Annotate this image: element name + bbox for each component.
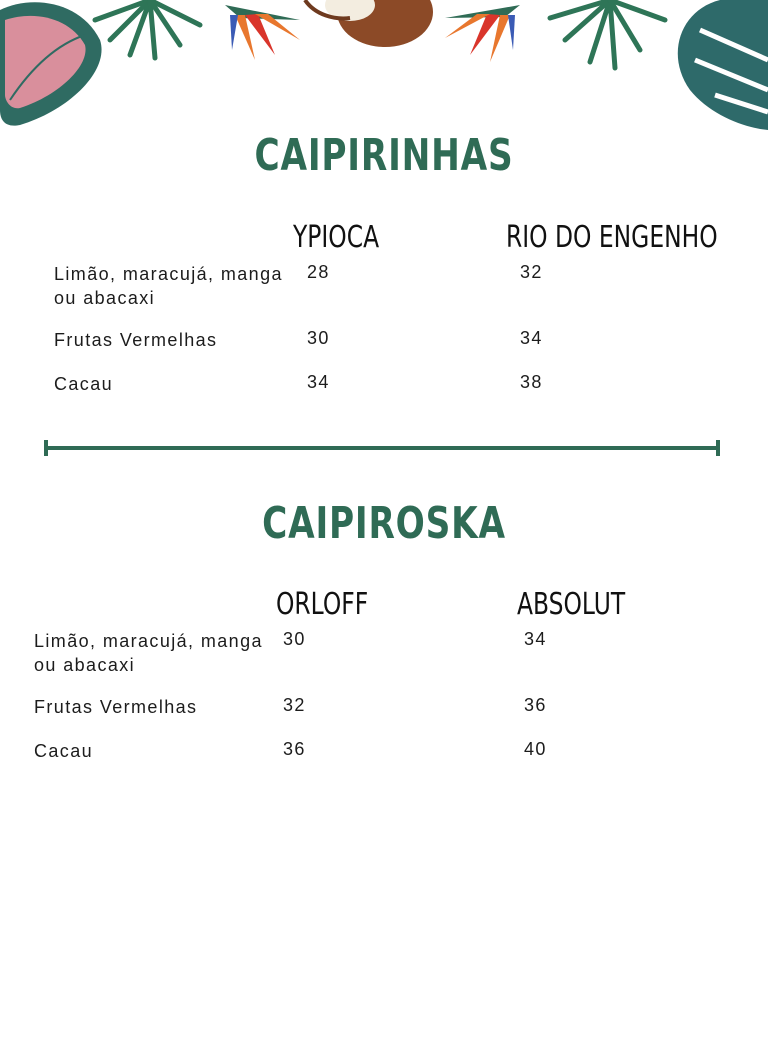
palm-leaf-icon: [95, 0, 200, 58]
menu-item-price: 30: [307, 328, 330, 348]
bird-of-paradise-flower-icon: [225, 5, 300, 60]
menu-item-price: 28: [307, 262, 330, 282]
bird-of-paradise-flower-icon: [445, 5, 520, 62]
menu-item-name: Limão, maracujá, manga ou abacaxi: [34, 631, 263, 675]
tropical-decoration: [0, 0, 768, 135]
palm-leaf-icon: [550, 0, 665, 68]
menu-item-price: 30: [283, 629, 306, 649]
menu-item-price: 40: [524, 739, 547, 759]
menu-item-price: 34: [520, 328, 543, 348]
section-title-caipiroska: CAIPIROSKA: [262, 498, 506, 549]
column-header-rio-do-engenho: RIO DO ENGENHO: [506, 220, 718, 255]
column-header-absolut: ABSOLUT: [517, 587, 626, 622]
menu-item-name: Limão, maracujá, manga ou abacaxi: [54, 264, 283, 308]
section-divider: [44, 440, 720, 456]
coconut-icon: [305, 0, 433, 47]
menu-item-price: 32: [520, 262, 543, 282]
menu-item-price: 34: [307, 372, 330, 392]
column-header-ypioca: YPIOCA: [293, 220, 380, 255]
menu-item-price: 34: [524, 629, 547, 649]
menu-item-price: 32: [283, 695, 306, 715]
menu-item-name: Frutas Vermelhas: [54, 330, 218, 350]
section-title-caipirinhas: CAIPIRINHAS: [254, 130, 514, 181]
menu-item-price: 38: [520, 372, 543, 392]
tropical-leaf-icon: [0, 2, 102, 125]
menu-item-price: 36: [524, 695, 547, 715]
menu-item-name: Frutas Vermelhas: [34, 697, 198, 717]
menu-item-name: Cacau: [34, 741, 94, 761]
menu-item-price: 36: [283, 739, 306, 759]
monstera-leaf-icon: [678, 0, 768, 130]
column-header-orloff: ORLOFF: [276, 587, 369, 622]
menu-item-name: Cacau: [54, 374, 114, 394]
